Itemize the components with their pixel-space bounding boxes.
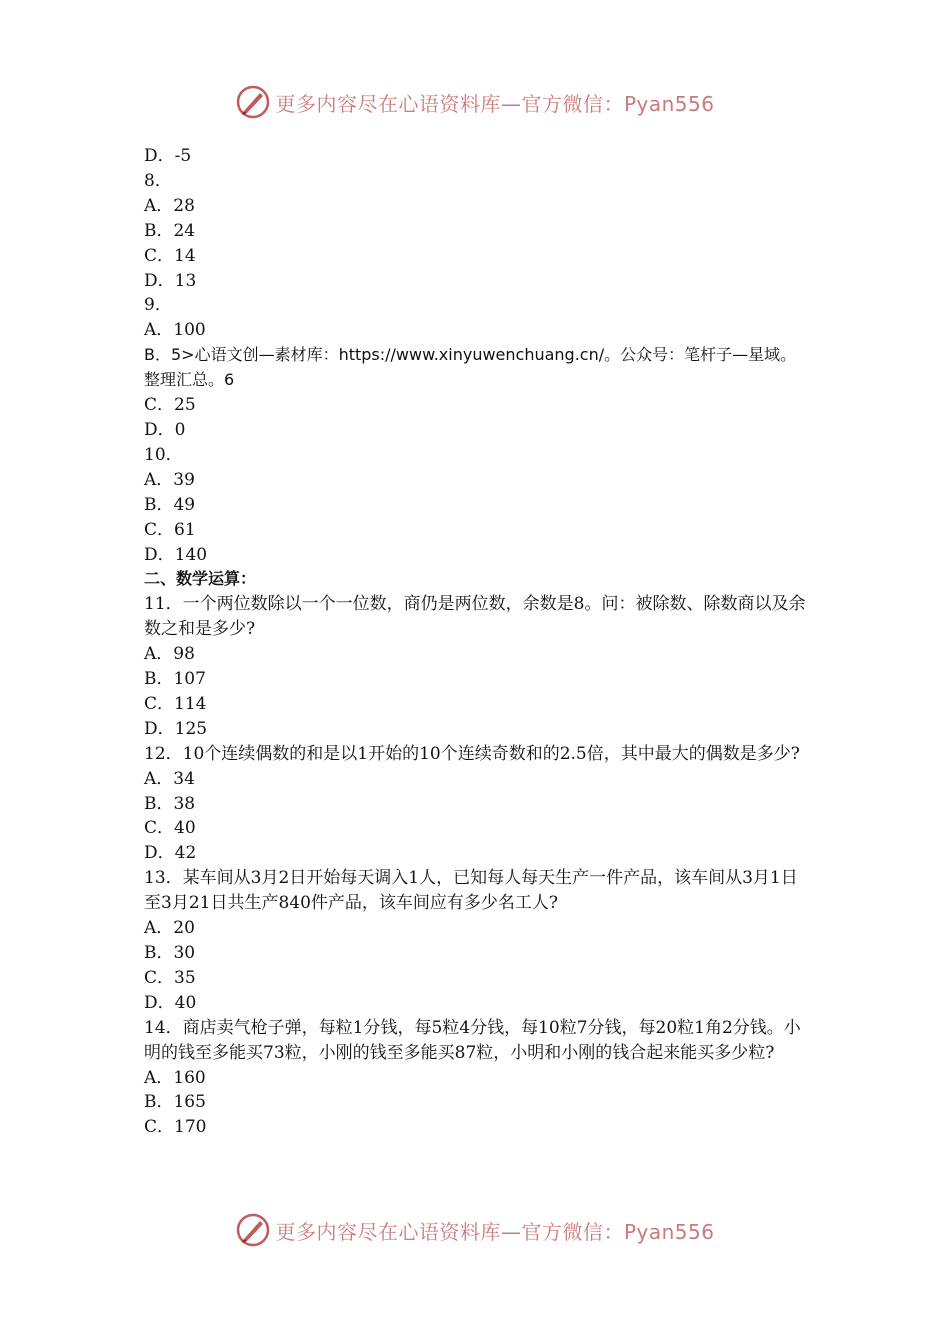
option-line: A．34 (144, 768, 195, 789)
option-line: C．61 (144, 519, 196, 540)
option-line: C．40 (144, 818, 196, 839)
question-number: 10． (144, 444, 183, 465)
option-line: D．140 (144, 544, 208, 565)
document-body (144, 144, 812, 1140)
option-line: C．25 (144, 395, 196, 416)
question-text: 12．10个连续偶数的和是以1开始的10个连续奇数和的2.5倍，其中最大的偶数是多少? (144, 743, 800, 764)
header-banner (0, 82, 950, 122)
option-line: D．42 (144, 843, 197, 864)
option-line: A．100 (144, 320, 206, 341)
option-line: B．38 (144, 793, 196, 814)
option-line: A．160 (144, 1067, 206, 1088)
option-line: D．0 (144, 419, 186, 440)
option-line: B．30 (144, 943, 196, 963)
option-line: D．13 (144, 270, 197, 291)
option-line: A．98 (144, 644, 195, 665)
option-line: D．125 (144, 718, 208, 739)
option-line: B．107 (144, 669, 206, 690)
option-line: C．14 (144, 245, 196, 266)
option-line: C．114 (144, 693, 207, 714)
section-heading: 二、数学运算： (144, 569, 257, 589)
footer-banner-text: 更多内容尽在心语资料库—官方微信：Pyan556 (275, 1219, 715, 1244)
option-line: A．20 (144, 918, 195, 939)
footer-banner (0, 1210, 950, 1250)
quill-logo-icon (235, 1212, 271, 1248)
option-line: D．40 (144, 992, 197, 1013)
quill-logo-icon (235, 84, 271, 120)
option-line: A．39 (144, 469, 195, 490)
question-text: 11．一个两位数除以一个一位数，商仍是两位数，余数是8。问：被除数、除数商以及余数之和是多少? (144, 594, 806, 640)
option-line: D．-5 (144, 146, 192, 166)
option-line: B．165 (144, 1092, 206, 1113)
option-line: B．24 (144, 220, 196, 241)
option-line-watermark: B．5>心语文创—素材库：https://www.xinyuwenchuang.cn/。公众号：笔杆子—星域。整理汇总。6 (144, 345, 797, 390)
option-line: C．170 (144, 1117, 207, 1138)
option-line: A．28 (144, 195, 195, 216)
question-number: 8． (144, 170, 172, 191)
option-line: C．35 (144, 967, 196, 988)
question-text: 14．商店卖气枪子弹，每粒1分钱，每5粒4分钱，每10粒7分钱，每20粒1角2分钱。小明的钱至多能买73粒，小刚的钱至多能买87粒，小明和小刚的钱合起来能买多少粒? (144, 1017, 801, 1063)
question-number: 9． (144, 295, 172, 316)
option-line: B．49 (144, 494, 196, 515)
header-banner-text: 更多内容尽在心语资料库—官方微信：Pyan556 (275, 91, 715, 116)
question-text: 13．某车间从3月2日开始每天调入1人，已知每人每天生产一件产品，该车间从3月1日至3月21日共生产840件产品，该车间应有多少名工人? (144, 868, 798, 914)
